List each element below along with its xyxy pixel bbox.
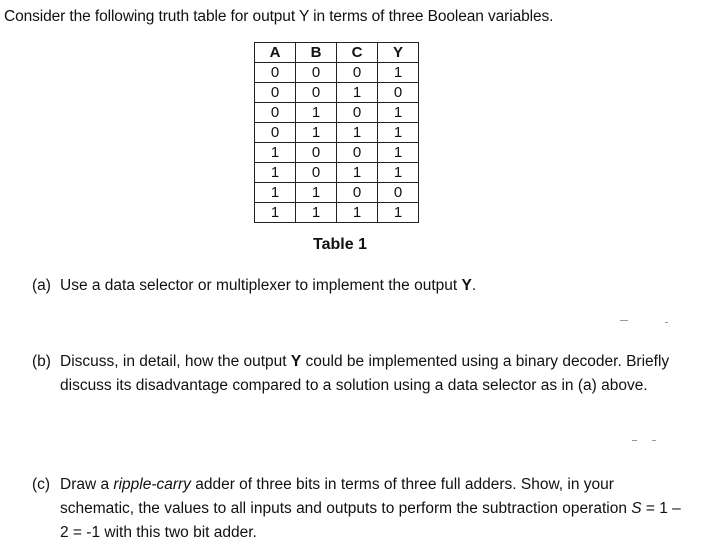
table-cell: 0 <box>337 63 378 83</box>
table-cell: 0 <box>296 143 337 163</box>
table-cell: 1 <box>378 163 419 183</box>
question-body <box>32 274 682 298</box>
question-b-output-symbol: Y <box>290 353 302 370</box>
table-cell: 1 <box>378 63 419 83</box>
table-cell: 0 <box>255 123 296 143</box>
truth-table <box>254 42 419 223</box>
table-caption: Table 1 <box>313 236 367 253</box>
table-cell: 0 <box>337 103 378 123</box>
question-b-label: (b) <box>32 353 51 370</box>
question-b-text-end: could be implemented using a binary decoder. Briefly discuss its disadvantage compared to a solution using a data selector as in (a) above. <box>60 353 670 394</box>
table-cell: 1 <box>337 123 378 143</box>
table-cell: 1 <box>296 203 337 223</box>
table-cell: 1 <box>296 123 337 143</box>
table-cell: 0 <box>337 143 378 163</box>
question-a-label: (a) <box>32 277 51 294</box>
question-body <box>32 350 682 398</box>
header-b: B <box>296 43 337 63</box>
question-b <box>32 350 682 398</box>
question-a-text-end: . <box>471 277 477 294</box>
scan-speck <box>620 320 628 321</box>
table-cell: 0 <box>378 183 419 203</box>
table-cell: 1 <box>337 83 378 103</box>
question-c-sum-symbol: S <box>631 500 642 517</box>
question-b-text: Discuss, in detail, how the output <box>60 353 291 370</box>
header-y: Y <box>378 43 419 63</box>
question-c <box>32 473 682 545</box>
table-cell: 1 <box>296 183 337 203</box>
table-row <box>255 83 419 103</box>
table-cell: 1 <box>378 123 419 143</box>
table-cell: 1 <box>378 103 419 123</box>
table-row <box>255 163 419 183</box>
table-cell: 1 <box>378 203 419 223</box>
question-c-text-end: = 1 – 2 = -1 with this two bit adder. <box>60 500 681 541</box>
table-cell: 1 <box>255 183 296 203</box>
table-cell: 0 <box>255 83 296 103</box>
table-cell: 1 <box>255 143 296 163</box>
table-cell: 0 <box>337 183 378 203</box>
question-c-ripple-carry: ripple-carry <box>113 476 191 493</box>
table-cell: 0 <box>255 103 296 123</box>
header-c: C <box>337 43 378 63</box>
table-row <box>255 143 419 163</box>
table-cell: 0 <box>378 83 419 103</box>
table-row <box>255 103 419 123</box>
scan-speck <box>665 322 668 323</box>
table-cell: 1 <box>255 203 296 223</box>
table-row <box>255 203 419 223</box>
scan-speck <box>652 440 656 441</box>
table-cell: 1 <box>337 163 378 183</box>
question-a-text: Use a data selector or multiplexer to implement the output <box>60 277 462 294</box>
question-c-text-mid: adder of three bits in terms of three full adders. Show, in your schematic, the values to all inputs and outputs to perform the subtraction operation <box>60 476 632 517</box>
table-cell: 1 <box>378 143 419 163</box>
question-c-text: Draw a <box>60 476 114 493</box>
table-row <box>255 63 419 83</box>
table-cell: 0 <box>296 83 337 103</box>
scan-speck <box>632 440 637 441</box>
table-cell: 1 <box>255 163 296 183</box>
table-row <box>255 183 419 203</box>
table-cell: 1 <box>337 203 378 223</box>
table-cell: 0 <box>296 63 337 83</box>
intro-text: Consider the following truth table for output Y in terms of three Boolean variables. <box>4 8 554 25</box>
question-a <box>32 274 682 298</box>
question-a-output-symbol: Y <box>461 277 472 294</box>
header-a: A <box>255 43 296 63</box>
question-body <box>32 473 682 545</box>
table-header-row <box>255 43 419 63</box>
table-cell: 0 <box>296 163 337 183</box>
table-cell: 1 <box>296 103 337 123</box>
table-row <box>255 123 419 143</box>
table-cell: 0 <box>255 63 296 83</box>
question-c-label: (c) <box>32 476 51 493</box>
